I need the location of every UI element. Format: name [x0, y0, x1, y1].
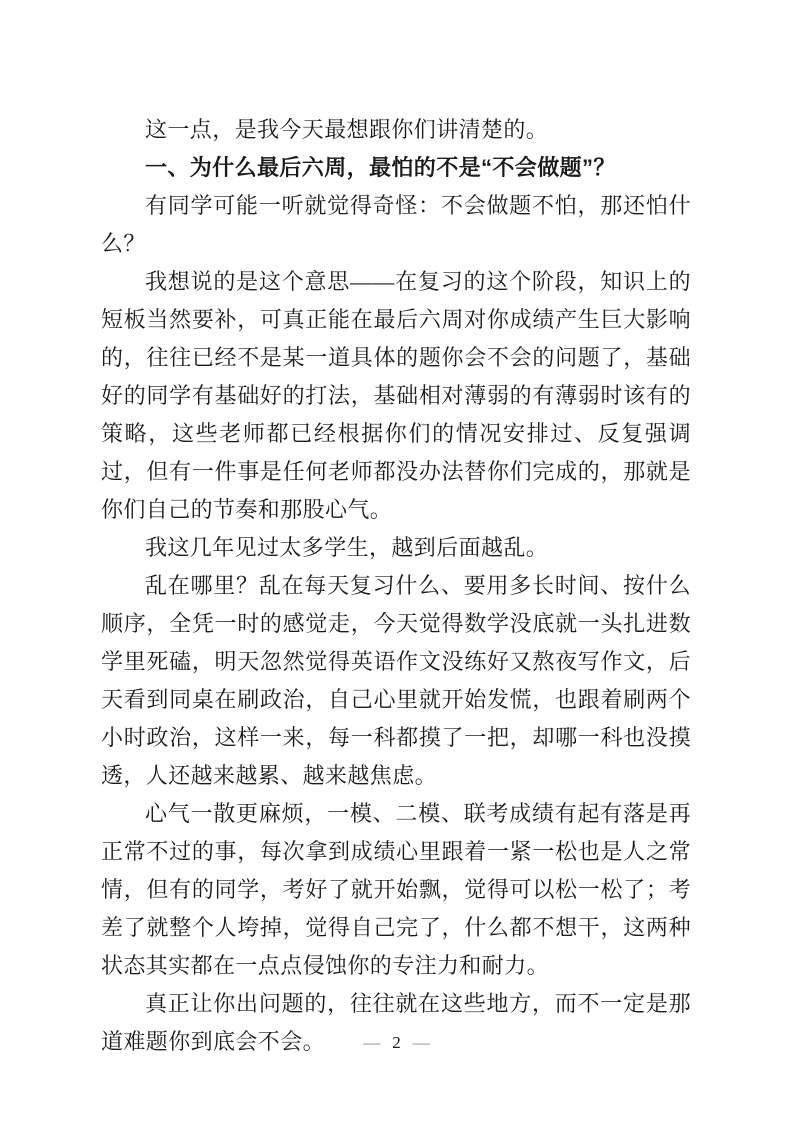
paragraph-conclusion: 真正让你出问题的，往往就在这些地方，而不一定是那道难题你到底会不会。 — [101, 991, 691, 1054]
paragraph-intro: 这一点，是我今天最想跟你们讲清楚的。 — [145, 117, 549, 142]
footer-dash-right: — — [412, 1033, 430, 1052]
document-body — [101, 111, 691, 1061]
page-number: 2 — [392, 1033, 401, 1052]
paragraph-question: 有同学可能一听就觉得奇怪：不会做题不怕，那还怕什么？ — [101, 193, 691, 256]
footer-dash-left: — — [363, 1033, 381, 1052]
paragraph-explanation: 我想说的是这个意思——在复习的这个阶段，知识上的短板当然要补，可真正能在最后六周对你成绩产生巨大影响的，往往已经不是某一道具体的题你会不会的问题了，基础好的同学有基础好的打法，基础相对薄弱的有薄弱时该有的策略，这些老师都已经根据你们的情况安排过、反复强调过，但有一件事是任何老师都没办法替你们完成的，那就是你们自己的节奏和那股心气。 — [101, 269, 691, 522]
paragraph-observation: 我这几年见过太多学生，越到后面越乱。 — [145, 535, 549, 560]
paragraph-mindset: 心气一散更麻烦，一模、二模、联考成绩有起有落是再正常不过的事，每次拿到成绩心里跟着一紧一松也是人之常情，但有的同学，考好了就开始飘，觉得可以松一松了；考差了就整个人垮掉，觉得自己完了，什么都不想干，这两种状态其实都在一点点侵蚀你的专注力和耐力。 — [101, 801, 691, 978]
section-heading: 一、为什么最后六周，最怕的不是“不会做题”？ — [145, 155, 616, 180]
page-footer — [0, 1031, 793, 1055]
paragraph-chaos-example: 乱在哪里？乱在每天复习什么、要用多长时间、按什么顺序，全凭一时的感觉走，今天觉得数学没底就一头扎进数学里死磕，明天忽然觉得英语作文没练好又熬夜写作文，后天看到同桌在刷政治，自己心里就开始发慌，也跟着刷两个小时政治，这样一来，每一科都摸了一把，却哪一科也没摸透，人还越来越累、越来越焦虑。 — [101, 573, 691, 788]
